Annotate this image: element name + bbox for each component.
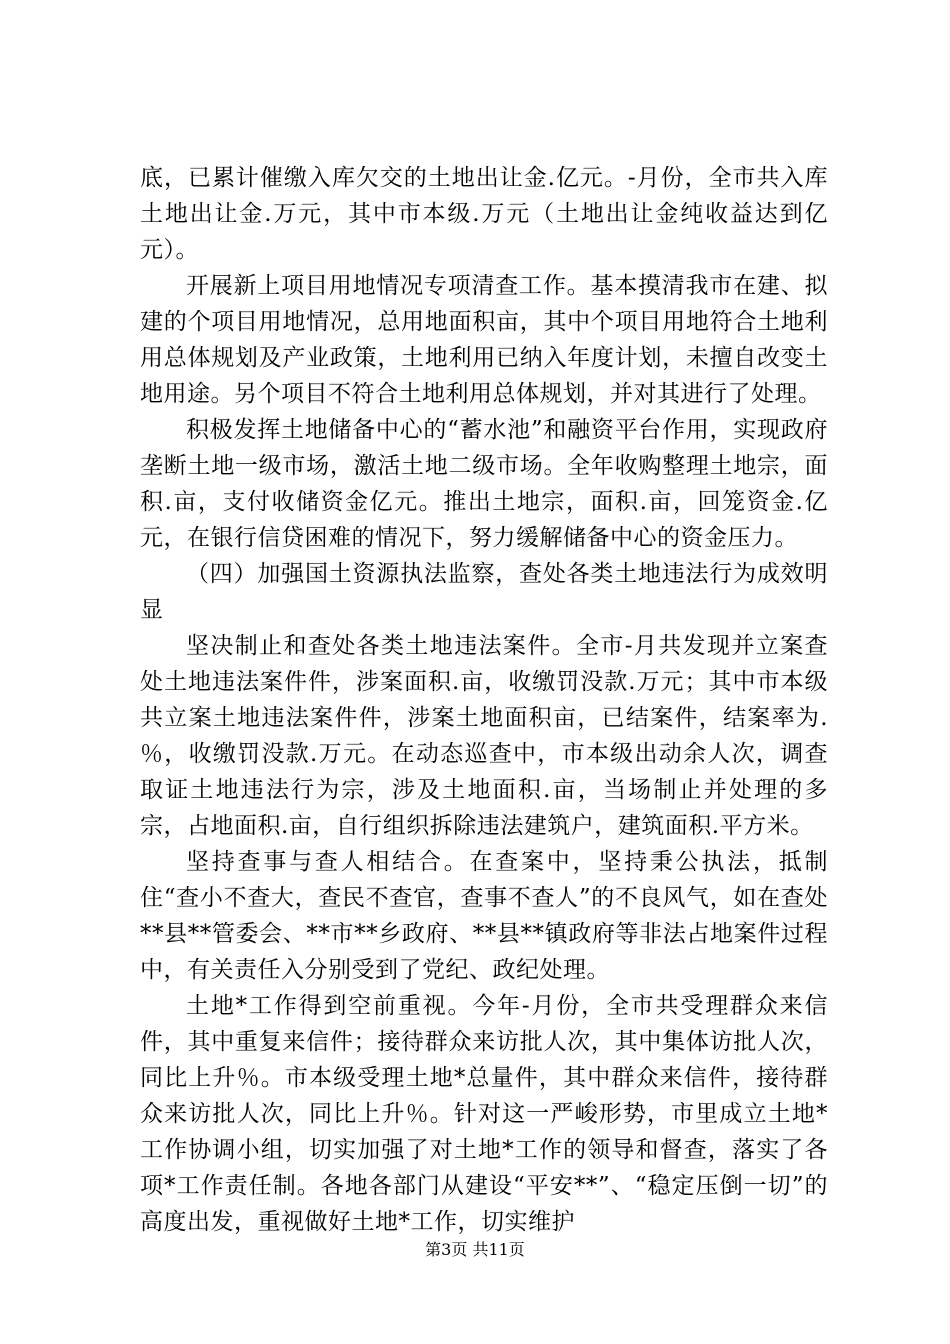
paragraph-continuation: 底，已累计催缴入库欠交的土地出让金.亿元。-月份，全市共入库土地出让金.万元，其中市本级.万元（土地出让金纯收益达到亿元）。: [140, 165, 828, 263]
page-number-footer: 第3页 共11页: [425, 1240, 525, 1259]
paragraph-land-reserve: 积极发挥土地储备中心的“蓄水池”和融资平台作用，实现政府垄断土地一级市场，激活土地二级市场。全年收购整理土地宗，面积.亩，支付收储资金亿元。推出土地宗，面积.亩，回笼资金.亿元，在银行信贷困难的情况下，努力缓解储备中心的资金压力。: [140, 417, 828, 551]
paragraph-project-land-check: 开展新上项目用地情况专项清查工作。基本摸清我市在建、拟建的个项目用地情况，总用地面积亩，其中个项目用地符合土地利用总体规划及产业政策，土地利用已纳入年度计划，未擅自改变土地用途。另个项目不符合土地利用总体规划，并对其进行了处理。: [140, 273, 828, 407]
paragraph-petition-work: 土地*工作得到空前重视。今年-月份，全市共受理群众来信件，其中重复来信件；接待群众来访批人次，其中集体访批人次，同比上升％。市本级受理土地*总量件，其中群众来信件，接待群众来访批人次，同比上升％。针对这一严峻形势，市里成立土地*工作协调小组，切实加强了对土地*工作的领导和督查，落实了各项*工作责任制。各地各部门从建设“平安**”、“稳定压倒一切”的高度出发，重视做好土地*工作，切实维护: [140, 993, 828, 1235]
document-body: [140, 160, 828, 1240]
section-heading-law-enforcement: （四）加强国土资源执法监察，查处各类土地违法行为成效明显: [140, 561, 828, 623]
paragraph-accountability: 坚持查事与查人相结合。在查案中，坚持秉公执法，抵制住“查小不查大，查民不查官，查事不查人”的不良风气，如在查处**县**管委会、**市**乡政府、**县**镇政府等非法占地案件过程中，有关责任入分别受到了党纪、政纪处理。: [140, 849, 828, 983]
paragraph-violation-cases: 坚决制止和查处各类土地违法案件。全市-月共发现并立案查处土地违法案件件，涉案面积.亩，收缴罚没款.万元；其中市本级共立案土地违法案件件，涉案土地面积亩，已结案件，结案率为.％，收缴罚没款.万元。在动态巡查中，市本级出动余人次，调查取证土地违法行为宗，涉及土地面积.亩，当场制止并处理的多宗，占地面积.亩，自行组织拆除违法建筑户，建筑面积.平方米。: [140, 633, 828, 839]
